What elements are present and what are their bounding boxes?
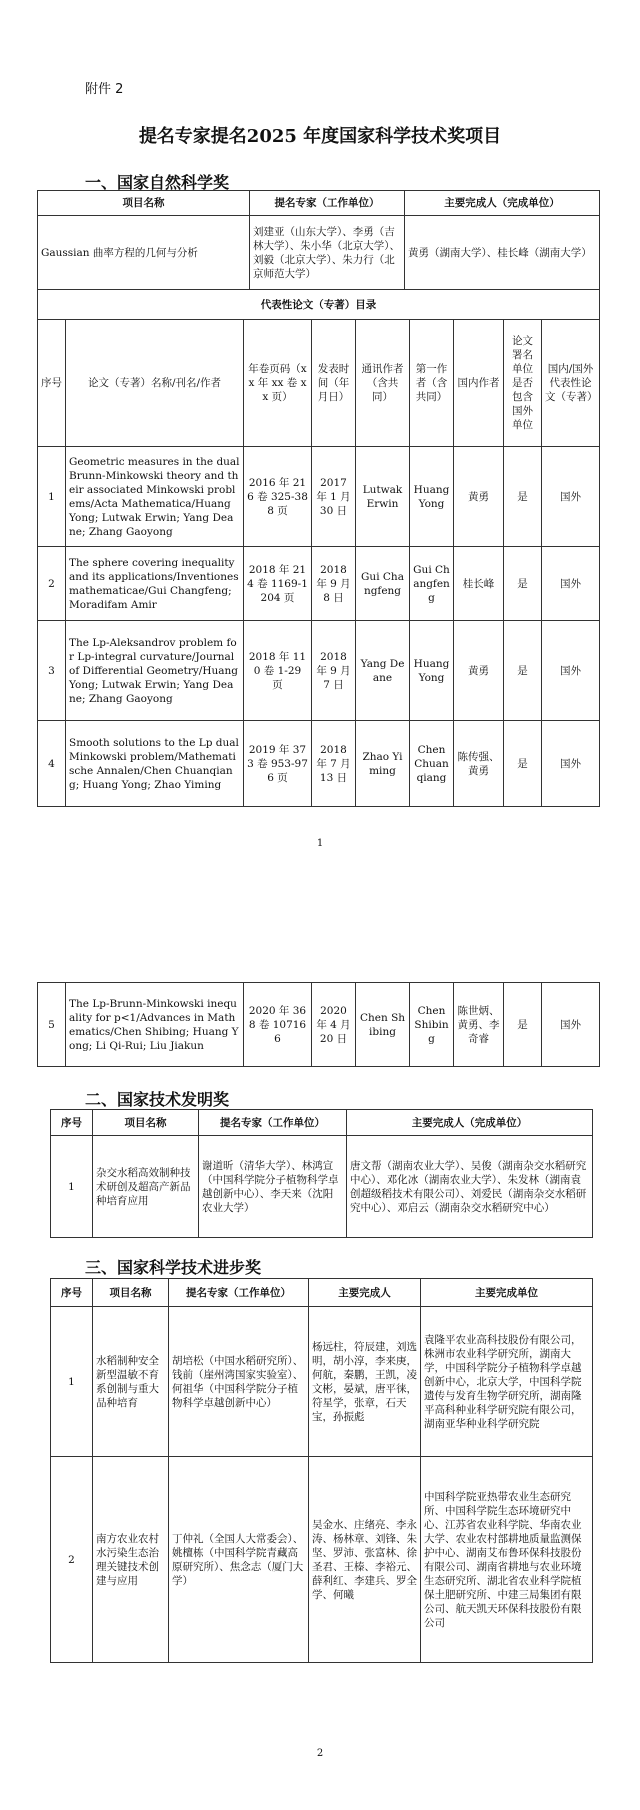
paper-corr: Lutwak Erwin xyxy=(356,447,410,547)
paper-volume: 2019 年 373 卷 953-976 页 xyxy=(244,721,312,807)
paper-foreign: 是 xyxy=(504,621,542,721)
natural-science-table xyxy=(37,190,600,320)
paper-name: The sphere covering inequality and its applications/Inventiones mathematicae/Gui Changfeng; Moradifam Amir xyxy=(66,547,244,621)
table-row xyxy=(38,721,600,807)
paper-date: 2018 年 9 月 7 日 xyxy=(312,621,356,721)
paper-date: 2018 年 7 月 13 日 xyxy=(312,721,356,807)
paper-inout: 国外 xyxy=(542,621,600,721)
paper-domestic: 黄勇 xyxy=(454,621,504,721)
row-no: 1 xyxy=(51,1136,93,1238)
col-domestic: 国内作者 xyxy=(454,320,504,447)
col-in-out: 国内/国外代表性论文（专著） xyxy=(542,320,600,447)
paper-domestic: 黄勇 xyxy=(454,447,504,547)
col-corr: 通讯作者（含共同） xyxy=(356,320,410,447)
paper-corr: Zhao Yiming xyxy=(356,721,410,807)
paper-first: Chen Chuanqiang xyxy=(410,721,454,807)
col-foreign-unit: 论文署名单位是否包含国外单位 xyxy=(504,320,542,447)
page-number-1: 1 xyxy=(316,838,324,849)
table-row xyxy=(51,1307,593,1457)
paper-corr: Yang Deane xyxy=(356,621,410,721)
table-row xyxy=(51,1457,593,1663)
header-no: 序号 xyxy=(51,1279,93,1307)
paper-corr: Chen Shibing xyxy=(356,983,410,1067)
attachment-label: 附件 2 xyxy=(85,82,124,97)
paper-first: Huang Yong xyxy=(410,447,454,547)
section1-heading: 一、国家自然科学奖 xyxy=(85,173,230,192)
row-nominator: 谢道昕（清华大学）、林鸿宣（中国科学院分子植物科学卓越创新中心）、李天来（沈阳农业大学） xyxy=(199,1136,347,1238)
paper-inout: 国外 xyxy=(542,721,600,807)
header-project: 项目名称 xyxy=(93,1279,169,1307)
paper-name: Smooth solutions to the Lp dual Minkowski problem/Mathematische Annalen/Chen Chuanqiang; Huang Yong; Zhao Yiming xyxy=(66,721,244,807)
header-completers: 主要完成人（完成单位） xyxy=(405,191,600,216)
paper-foreign: 是 xyxy=(504,721,542,807)
header-units: 主要完成单位 xyxy=(421,1279,593,1307)
row-people: 吴金水、庄绪亮、李永涛、杨林章、刘锋、朱坚、罗沛、张富林、徐圣君、王榛、李裕元、薛利红、李建兵、罗全学、何曦 xyxy=(309,1457,421,1663)
papers-table-continued xyxy=(37,982,600,1067)
paper-inout: 国外 xyxy=(542,983,600,1067)
table-row xyxy=(38,621,600,721)
col-volume: 年卷页码（xx 年 xx 卷 xx 页） xyxy=(244,320,312,447)
header-people: 主要完成人 xyxy=(309,1279,421,1307)
nominator: 刘建亚（山东大学）、李勇（吉林大学）、朱小华（北京大学）、刘毅（北京大学）、朱力行（北京师范大学） xyxy=(250,216,405,290)
row-project: 水稻制种安全新型温敏不育系创制与重大品种培育 xyxy=(93,1307,169,1457)
paper-no: 3 xyxy=(38,621,66,721)
project-name: Gaussian 曲率方程的几何与分析 xyxy=(38,216,250,290)
papers-title: 代表性论文（专著）目录 xyxy=(38,290,600,320)
row-units: 袁隆平农业高科技股份有限公司，株洲市农业科学研究所，湖南大学，中国科学院分子植物科学卓越创新中心，北京大学，中国科学院遗传与发育生物学研究所，湖南隆平高科种业科学研究院有限公司，湖南亚华种业科学研究院 xyxy=(421,1307,593,1457)
paper-corr: Gui Changfeng xyxy=(356,547,410,621)
paper-foreign: 是 xyxy=(504,547,542,621)
row-nominator: 丁仲礼（全国人大常委会）、姚檀栋（中国科学院青藏高原研究所）、焦念志（厦门大学） xyxy=(169,1457,309,1663)
paper-date: 2018 年 9 月 8 日 xyxy=(312,547,356,621)
paper-first: Chen Shibing xyxy=(410,983,454,1067)
paper-date: 2017 年 1 月 30 日 xyxy=(312,447,356,547)
table-row xyxy=(38,547,600,621)
paper-foreign: 是 xyxy=(504,447,542,547)
col-name: 论文（专著）名称/刊名/作者 xyxy=(66,320,244,447)
page-number-2: 2 xyxy=(316,1748,324,1759)
row-people: 杨远柱，符辰建，刘选明，胡小淳，李来庚，何航，秦鹏，王凯，凌文彬，晏斌，唐平徕，符星学，张章，石天宝，孙振彪 xyxy=(309,1307,421,1457)
papers-table xyxy=(37,319,600,807)
row-nominator: 胡培松（中国水稻研究所）、钱前（崖州湾国家实验室）、何祖华（中国科学院分子植物科学卓越创新中心） xyxy=(169,1307,309,1457)
progress-table xyxy=(50,1278,593,1663)
paper-foreign: 是 xyxy=(504,983,542,1067)
header-project: 项目名称 xyxy=(38,191,250,216)
paper-domestic: 陈传强、黄勇 xyxy=(454,721,504,807)
paper-first: Huang Yong xyxy=(410,621,454,721)
page-title: 提名专家提名2025 年度国家科学技术奖项目 xyxy=(138,126,502,147)
row-project: 南方农业农村水污染生态治理关键技术创建与应用 xyxy=(93,1457,169,1663)
paper-date: 2020 年 4 月 20 日 xyxy=(312,983,356,1067)
paper-name: The Lp-Aleksandrov problem for Lp-integral curvature/Journal of Differential Geometry/Huang Yong; Lutwak Erwin; Yang Deane; Zhang Gaoyong xyxy=(66,621,244,721)
header-project: 项目名称 xyxy=(93,1110,199,1136)
col-no: 序号 xyxy=(38,320,66,447)
paper-volume: 2016 年 216 卷 325-388 页 xyxy=(244,447,312,547)
paper-first: Gui Changfeng xyxy=(410,547,454,621)
section3-heading: 三、国家科学技术进步奖 xyxy=(85,1258,262,1277)
header-nominator: 提名专家（工作单位） xyxy=(199,1110,347,1136)
paper-no: 2 xyxy=(38,547,66,621)
paper-inout: 国外 xyxy=(542,547,600,621)
header-nominator: 提名专家（工作单位） xyxy=(169,1279,309,1307)
paper-volume: 2020 年 368 卷 107166 xyxy=(244,983,312,1067)
col-first: 第一作者（含共同） xyxy=(410,320,454,447)
col-date: 发表时间（年月日） xyxy=(312,320,356,447)
invention-table xyxy=(50,1109,593,1238)
paper-no: 1 xyxy=(38,447,66,547)
row-units: 中国科学院亚热带农业生态研究所、中国科学院生态环境研究中心、江苏省农业科学院、华南农业大学、农业农村部耕地质量监测保护中心、湖南艾布鲁环保科技股份有限公司、湖南省耕地与农业环境生态研究所、湖北省农业科学院植保土肥研究所、中建三局集团有限公司、航天凯天环保科技股份有限公司 xyxy=(421,1457,593,1663)
completers: 黄勇（湖南大学）、桂长峰（湖南大学） xyxy=(405,216,600,290)
paper-name: Geometric measures in the dual Brunn-Minkowski theory and their associated Minkowski problems/Acta Mathematica/Huang Yong; Lutwak Erwin; Yang Deane; Zhang Gaoyong xyxy=(66,447,244,547)
paper-domestic: 陈世炳、黄勇、李奇睿 xyxy=(454,983,504,1067)
table-row xyxy=(51,1136,593,1238)
row-project: 杂交水稻高效制种技术研创及超高产新品种培育应用 xyxy=(93,1136,199,1238)
row-completers: 唐文帮（湖南农业大学）、吴俊（湖南杂交水稻研究中心）、邓化冰（湖南农业大学）、朱发林（湖南袁创超级稻技术有限公司）、刘爱民（湖南杂交水稻研究中心）、邓启云（湖南杂交水稻研究中心） xyxy=(347,1136,593,1238)
paper-volume: 2018 年 110 卷 1-29 页 xyxy=(244,621,312,721)
table-row xyxy=(38,447,600,547)
header-no: 序号 xyxy=(51,1110,93,1136)
row-no: 1 xyxy=(51,1307,93,1457)
section2-heading: 二、国家技术发明奖 xyxy=(85,1090,230,1109)
header-nominator: 提名专家（工作单位） xyxy=(250,191,405,216)
paper-no: 4 xyxy=(38,721,66,807)
paper-domestic: 桂长峰 xyxy=(454,547,504,621)
paper-name: The Lp-Brunn-Minkowski inequality for p<1/Advances in Mathematics/Chen Shibing; Huang Yong; Li Qi-Rui; Liu Jiakun xyxy=(66,983,244,1067)
row-no: 2 xyxy=(51,1457,93,1663)
paper-no: 5 xyxy=(38,983,66,1067)
paper-inout: 国外 xyxy=(542,447,600,547)
header-completers: 主要完成人（完成单位） xyxy=(347,1110,593,1136)
paper-volume: 2018 年 214 卷 1169-1204 页 xyxy=(244,547,312,621)
table-row xyxy=(38,983,600,1067)
